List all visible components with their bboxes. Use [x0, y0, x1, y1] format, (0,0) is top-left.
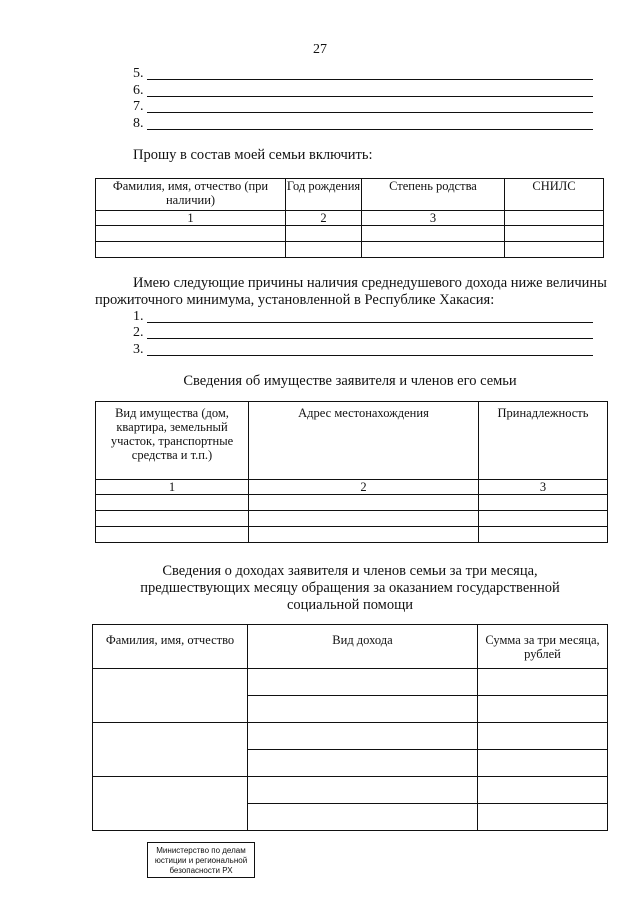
table-cell[interactable]	[96, 495, 249, 511]
header-relation: Степень родства	[362, 179, 505, 211]
blank-line-6[interactable]	[133, 83, 593, 99]
line-number: 5.	[133, 66, 144, 81]
header-address: Адрес местонахождения	[249, 402, 479, 480]
reason-line-2[interactable]	[133, 325, 593, 341]
table-cell[interactable]	[96, 226, 286, 242]
header-income-type: Вид дохода	[248, 625, 478, 669]
blank-line-5[interactable]	[133, 66, 593, 82]
family-intro: Прошу в состав моей семьи включить:	[133, 147, 373, 163]
property-title: Сведения об имуществе заявителя и членов его семьи	[183, 373, 517, 389]
line-number: 6.	[133, 83, 144, 98]
column-number: 2	[286, 211, 362, 226]
header-birth-year: Год рождения	[286, 179, 362, 211]
property-table	[95, 401, 608, 543]
reason-line-3[interactable]	[133, 342, 593, 358]
table-cell[interactable]	[96, 242, 286, 258]
table-cell[interactable]	[362, 226, 505, 242]
line-number: 3.	[133, 342, 144, 357]
income-table	[92, 624, 608, 831]
table-cell[interactable]	[249, 511, 479, 527]
table-cell[interactable]	[248, 723, 478, 750]
table-cell[interactable]	[93, 777, 248, 831]
column-number: 1	[96, 211, 286, 226]
table-cell[interactable]	[505, 242, 604, 258]
income-title: Сведения о доходах заявителя и членов семьи за три месяца, предшествующих месяцу обращения за оказанием государственной социальной помощи	[140, 563, 560, 613]
table-cell[interactable]	[478, 696, 608, 723]
family-table	[95, 178, 604, 258]
table-row	[96, 495, 608, 511]
line-number: 2.	[133, 325, 144, 340]
table-row	[93, 669, 608, 696]
table-cell[interactable]	[286, 226, 362, 242]
table-cell[interactable]	[362, 242, 505, 258]
column-number: 2	[249, 480, 479, 495]
column-number	[505, 211, 604, 226]
table-cell[interactable]	[478, 750, 608, 777]
header-fio: Фамилия, имя, отчество	[93, 625, 248, 669]
table-cell[interactable]	[478, 669, 608, 696]
ministry-stamp: Министерство по делам юстиции и региональной безопасности РХ	[147, 842, 255, 878]
header-property-type: Вид имущества (дом, квартира, земельный участок, транспортные средства и т.п.)	[96, 402, 249, 480]
column-number: 3	[479, 480, 608, 495]
table-cell[interactable]	[479, 495, 608, 511]
column-number: 3	[362, 211, 505, 226]
table-row	[93, 723, 608, 750]
table-cell[interactable]	[248, 696, 478, 723]
table-cell[interactable]	[93, 723, 248, 777]
table-cell[interactable]	[248, 777, 478, 804]
table-row	[93, 777, 608, 804]
page-number: 27	[313, 42, 327, 57]
table-cell[interactable]	[478, 723, 608, 750]
table-cell[interactable]	[249, 527, 479, 543]
line-number: 8.	[133, 116, 144, 131]
table-cell[interactable]	[478, 804, 608, 831]
reasons-paragraph: Имею следующие причины наличия среднедушевого дохода ниже величины прожиточного минимума, установленной в Республике Хакасия:	[95, 275, 607, 308]
table-row	[96, 527, 608, 543]
table-row	[96, 242, 604, 258]
header-ownership: Принадлежность	[479, 402, 608, 480]
blank-line-8[interactable]	[133, 116, 593, 132]
table-cell[interactable]	[248, 750, 478, 777]
table-cell[interactable]	[96, 511, 249, 527]
table-cell[interactable]	[96, 527, 249, 543]
table-cell[interactable]	[479, 527, 608, 543]
line-number: 7.	[133, 99, 144, 114]
header-snils: СНИЛС	[505, 179, 604, 211]
table-cell[interactable]	[505, 226, 604, 242]
table-row	[96, 226, 604, 242]
reason-line-1[interactable]	[133, 309, 593, 325]
blank-line-7[interactable]	[133, 99, 593, 115]
header-fio: Фамилия, имя, отчество (при наличии)	[96, 179, 286, 211]
table-row	[96, 511, 608, 527]
table-cell[interactable]	[93, 669, 248, 723]
table-cell[interactable]	[248, 669, 478, 696]
line-number: 1.	[133, 309, 144, 324]
table-cell[interactable]	[249, 495, 479, 511]
table-cell[interactable]	[248, 804, 478, 831]
column-number: 1	[96, 480, 249, 495]
header-three-month-sum: Сумма за три месяца, рублей	[478, 625, 608, 669]
table-cell[interactable]	[479, 511, 608, 527]
table-cell[interactable]	[478, 777, 608, 804]
table-cell[interactable]	[286, 242, 362, 258]
